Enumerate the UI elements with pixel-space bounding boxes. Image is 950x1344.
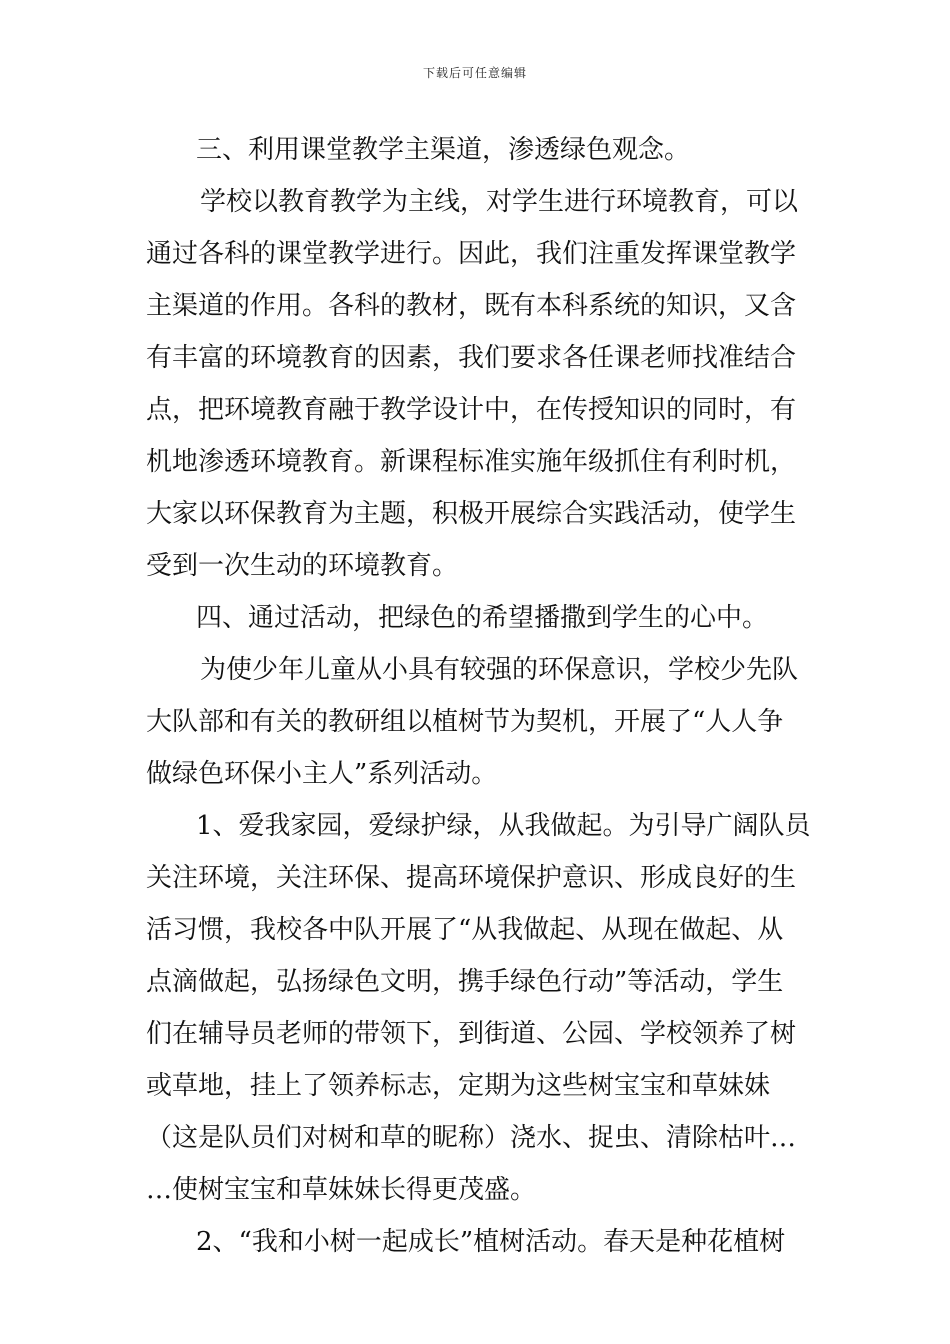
text-line: 大家以环保教育为主题，积极开展综合实践活动，使学生: [146, 499, 797, 529]
text-line: 通过各科的课堂教学进行。因此，我们注重发挥课堂教学: [146, 239, 797, 269]
text-line: 四、通过活动，把绿色的希望播撒到学生的心中。: [196, 603, 769, 633]
text-line: 受到一次生动的环境教育。: [146, 551, 459, 581]
text-line: 点，把环境教育融于教学设计中，在传授知识的同时，有: [146, 395, 797, 425]
text-line: 1、爱我家园，爱绿护绿，从我做起。为引导广阔队员: [196, 811, 811, 841]
text-line: 点滴做起，弘扬绿色文明，携手绿色行动”等活动，学生: [146, 967, 784, 997]
text-line: 为使少年儿童从小具有较强的环保意识，学校少先队: [200, 655, 799, 685]
text-line: 们在辅导员老师的带领下，到街道、公园、学校领养了树: [146, 1019, 797, 1049]
text-line: 大队部和有关的教研组以植树节为契机，开展了“人人争: [146, 707, 784, 737]
text-line: 2、“我和小树一起成长”植树活动。春天是种花植树: [196, 1227, 786, 1257]
text-line: 做绿色环保小主人”系列活动。: [146, 759, 498, 789]
text-line: 机地渗透环境教育。新课程标准实施年级抓住有利时机，: [146, 447, 797, 477]
text-line: 或草地，挂上了领养标志，定期为这些树宝宝和草妹妹: [146, 1071, 771, 1101]
text-line: …使树宝宝和草妹妹长得更茂盛。: [146, 1175, 537, 1205]
text-line: 主渠道的作用。各科的教材，既有本科系统的知识，又含: [146, 291, 797, 321]
text-line: 有丰富的环境教育的因素，我们要求各任课老师找准结合: [146, 343, 797, 373]
text-line: 活习惯，我校各中队开展了“从我做起、从现在做起、从: [146, 915, 784, 945]
text-line: 三、利用课堂教学主渠道，渗透绿色观念。: [196, 135, 691, 165]
text-line: 关注环境，关注环保、提高环境保护意识、形成良好的生: [146, 863, 797, 893]
text-line: （这是队员们对树和草的昵称）浇水、捉虫、清除枯叶…: [146, 1123, 797, 1153]
text-line: 学校以教育教学为主线，对学生进行环境教育，可以: [200, 187, 799, 217]
page-header-note: 下载后可任意编辑: [422, 66, 527, 80]
